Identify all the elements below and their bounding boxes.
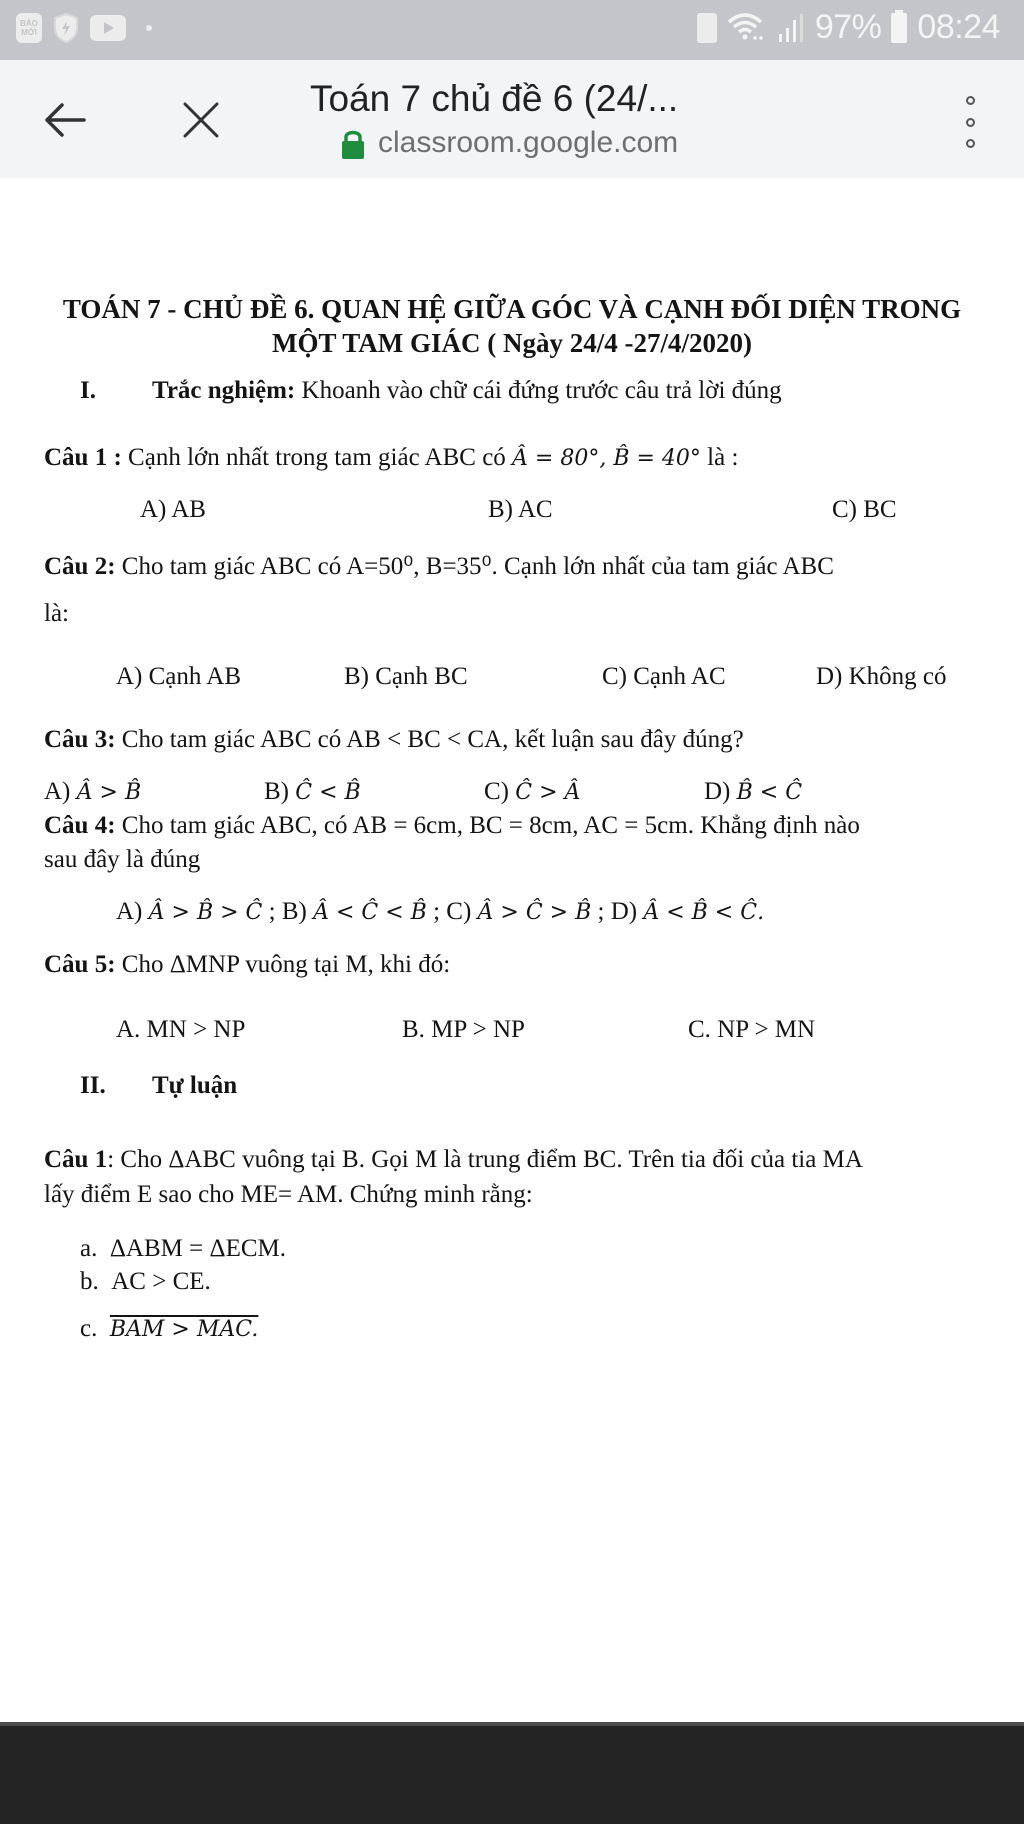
browser-toolbar bbox=[0, 60, 1024, 179]
essay1-label: Câu 1 bbox=[44, 1146, 108, 1173]
q3-option-c: C) Ĉ > Â bbox=[484, 778, 581, 805]
q4-option-d: D) Â < B̂ < Ĉ. bbox=[610, 898, 765, 925]
q3-body: Cho tam giác ABC có AB < BC < CA, kết luận sau đây đúng? bbox=[115, 726, 744, 753]
q4-option-b: B) Â < Ĉ < B̂ ; bbox=[281, 898, 441, 925]
signal-icon bbox=[777, 12, 805, 44]
section1-label: Trắc nghiệm: bbox=[152, 377, 296, 404]
section1-text: Khoanh vào chữ cái đứng trước câu trả lời đúng bbox=[295, 377, 782, 404]
q2-option-d: D) Không có bbox=[816, 663, 947, 690]
section2-number: II. bbox=[80, 1072, 106, 1099]
status-bar bbox=[0, 0, 1024, 60]
q3-option-d: D) B̂ < Ĉ bbox=[704, 778, 803, 805]
q5-label: Câu 5: bbox=[44, 951, 116, 978]
q4-text-cont: sau đây là đúng bbox=[44, 846, 201, 873]
section2-heading: Tự luận bbox=[152, 1072, 238, 1099]
lock-icon bbox=[340, 128, 366, 160]
q5-body: Cho ΔMNP vuông tại M, khi đó: bbox=[115, 951, 451, 978]
q1-option-a: A) AB bbox=[140, 496, 206, 523]
q2-option-a: A) Cạnh AB bbox=[116, 663, 241, 690]
page-title: Toán 7 chủ đề 6 (24/... bbox=[310, 78, 679, 119]
q1-option-b: B) AC bbox=[488, 496, 553, 523]
q2-text-cont: là: bbox=[44, 600, 69, 627]
q4-options bbox=[116, 898, 764, 926]
q2-option-c: C) Cạnh AC bbox=[602, 663, 726, 690]
q2-text bbox=[44, 551, 834, 581]
q1-tail: là : bbox=[700, 444, 739, 471]
essay1-part-a: a. ΔABM = ΔECM. bbox=[80, 1235, 286, 1262]
section1-heading bbox=[152, 377, 782, 405]
q5-text bbox=[44, 951, 450, 979]
q3-option-a: A) Â > B̂ bbox=[44, 778, 142, 805]
url-text[interactable]: classroom.google.com bbox=[378, 126, 679, 159]
q1-text bbox=[44, 444, 738, 472]
essay1-text-cont: lấy điểm E sao cho ME= AM. Chứng minh rằng: bbox=[44, 1181, 533, 1208]
q1-math: Â = 80°, B̂ = 40° bbox=[512, 446, 701, 471]
q4-option-a: A) Â > B̂ > Ĉ ; bbox=[116, 898, 276, 925]
notification-dot-icon bbox=[146, 25, 152, 31]
battery-percent: 97% bbox=[814, 8, 882, 46]
q3-label: Câu 3: bbox=[44, 726, 116, 753]
q5-option-c: C. NP > MN bbox=[688, 1016, 816, 1043]
essay1-part-b: b. AC > CE. bbox=[80, 1268, 211, 1295]
overflow-menu-icon[interactable] bbox=[960, 96, 980, 148]
doc-title-line1: TOÁN 7 - CHỦ ĐỀ 6. QUAN HỆ GIỮA GÓC VÀ CẠNH ĐỐI DIỆN TRONG bbox=[62, 294, 962, 324]
back-arrow-icon[interactable] bbox=[40, 94, 92, 146]
essay1-part-c: c. BAM > MAC. bbox=[80, 1315, 259, 1342]
q1-body: Cạnh lớn nhất trong tam giác ABC có bbox=[121, 444, 513, 471]
q4-option-c: C) Â > Ĉ > B̂ ; bbox=[446, 898, 605, 925]
q2-label: Câu 2: bbox=[44, 553, 116, 580]
section1-number: I. bbox=[80, 377, 96, 404]
clock: 08:24 bbox=[917, 8, 1000, 46]
q4-label: Câu 4: bbox=[44, 812, 116, 839]
bao-moi-app-icon: BÁO MỚI bbox=[16, 13, 42, 43]
close-icon[interactable] bbox=[175, 94, 227, 146]
q2-option-b: B) Cạnh BC bbox=[344, 663, 468, 690]
battery-icon bbox=[891, 13, 907, 43]
youtube-icon bbox=[90, 15, 126, 41]
wifi-icon bbox=[727, 12, 767, 44]
q5-option-a: A. MN > NP bbox=[116, 1016, 246, 1043]
q2-body: Cho tam giác ABC có A=50⁰, B=35⁰. Cạnh lớn nhất của tam giác ABC bbox=[115, 553, 834, 580]
q4-text bbox=[44, 812, 860, 840]
q1-label: Câu 1 : bbox=[44, 444, 122, 471]
doc-title-line2: MỘT TAM GIÁC ( Ngày 24/4 -27/4/2020) bbox=[272, 328, 752, 358]
q5-option-b: B. MP > NP bbox=[402, 1016, 525, 1043]
q4-body: Cho tam giác ABC, có AB = 6cm, BC = 8cm, AC = 5cm. Khẳng định nào bbox=[115, 812, 860, 839]
document-viewer bbox=[0, 178, 1024, 1723]
essay1-text bbox=[44, 1146, 863, 1174]
shield-bolt-icon bbox=[52, 12, 80, 44]
q1-option-c: C) BC bbox=[832, 496, 897, 523]
system-navigation-bar bbox=[0, 1722, 1024, 1824]
q3-option-b: B) Ĉ < B̂ bbox=[264, 778, 361, 805]
q3-text bbox=[44, 726, 744, 754]
battery-saver-icon bbox=[697, 13, 717, 43]
essay1-body: : Cho ΔABC vuông tại B. Gọi M là trung điểm BC. Trên tia đối của tia MA bbox=[107, 1146, 863, 1173]
